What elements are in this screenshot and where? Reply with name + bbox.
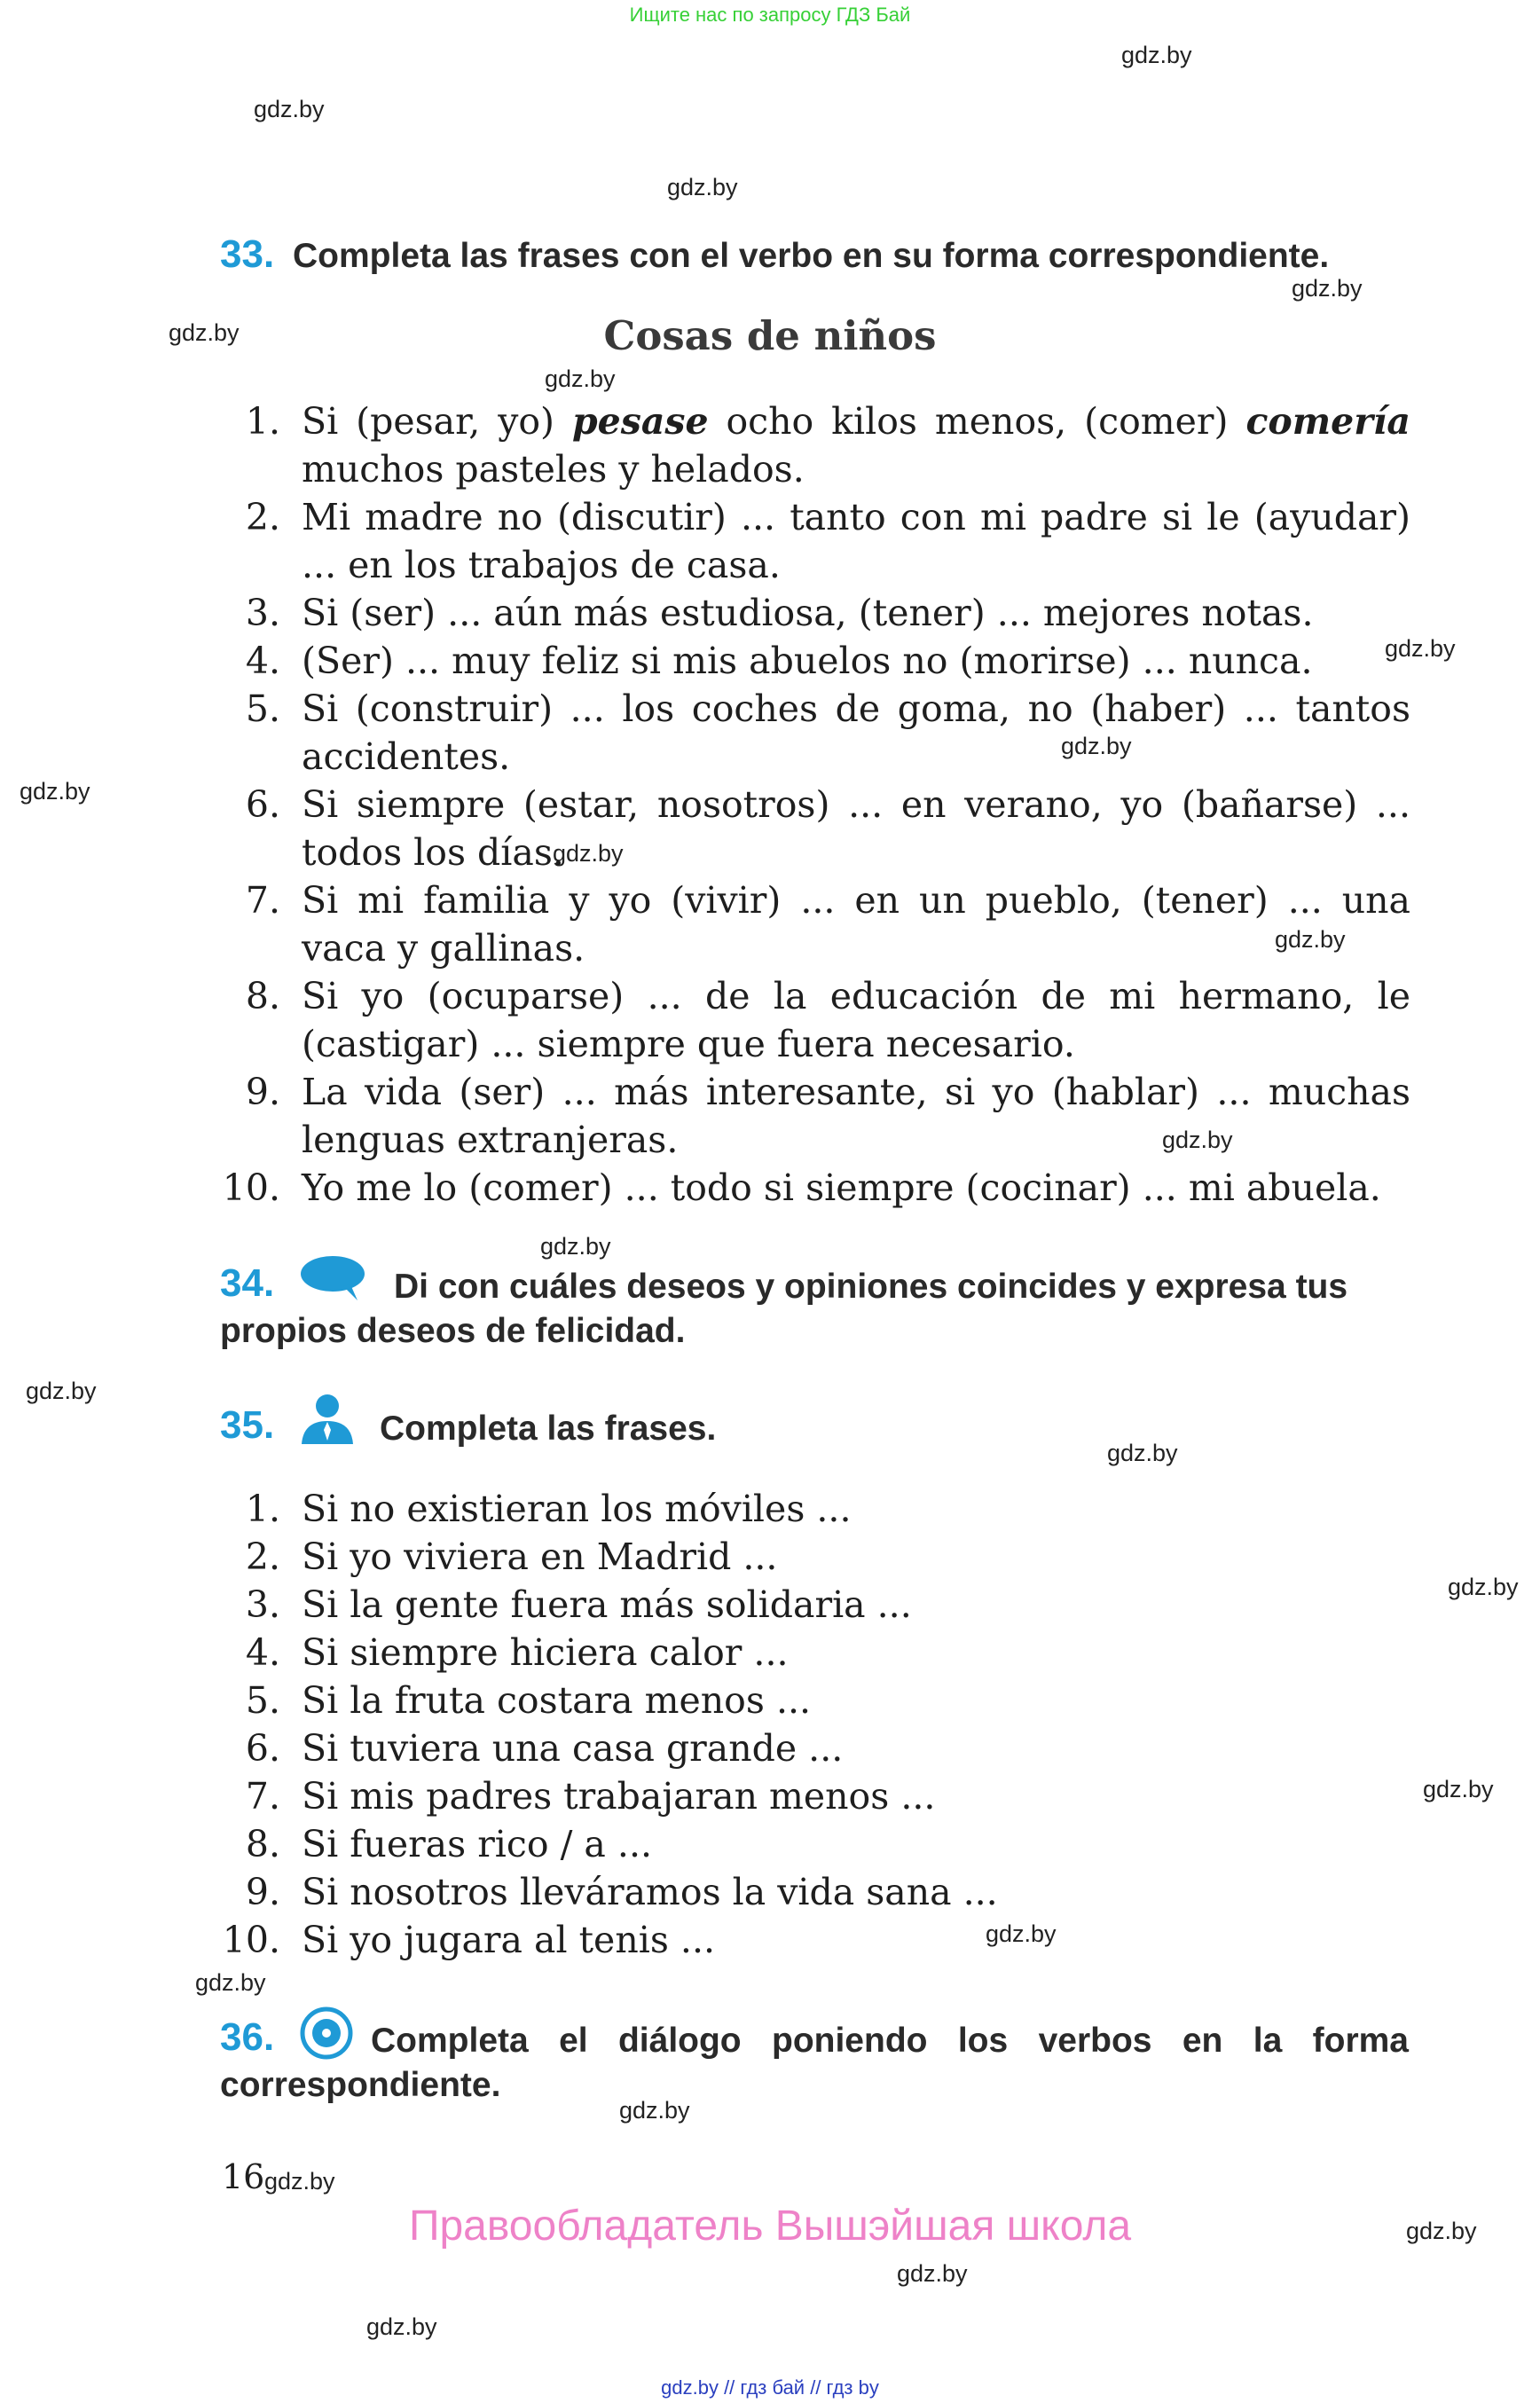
watermark: gdz.by: [26, 1378, 97, 1404]
watermark: gdz.by: [1121, 42, 1192, 68]
list-item: 1. Si (pesar, yo) pesase ocho kilos menos, (comer) comería muchos pasteles y helados.: [245, 400, 1410, 491]
watermark: gdz.by: [667, 174, 738, 200]
watermark: gdz.by: [366, 2313, 437, 2340]
list-item: 3. Si (ser) ... aún más estudiosa, (tener) ... mejores notas.: [245, 592, 1314, 634]
watermark: gdz.by: [1162, 1127, 1233, 1153]
list-item: 5. Si la fruta costara menos ...: [245, 1679, 812, 1722]
exercise-instruction: Di con cuáles deseos y opiniones coincides y expresa tus propios deseos de felicidad.: [220, 1268, 1348, 1350]
watermark: gdz.by: [553, 840, 624, 867]
list-item: 7. Si mis padres trabajaran menos ...: [245, 1775, 936, 1818]
list-item: 1. Si no existieran los móviles ...: [245, 1488, 852, 1530]
watermark: gdz.by: [169, 319, 240, 346]
answer-text: comería: [1245, 400, 1410, 443]
list-item: 2. Mi madre no (discutir) ... tanto con mi padre si le (ayudar) ... en los trabajos de casa.: [245, 496, 1410, 586]
exercise-instruction: Completa el diálogo poniendo los verbos en la forma correspondiente.: [220, 2022, 1409, 2104]
exercise-33-list: [222, 397, 1410, 1212]
list-item: 8. Si fueras rico / a ...: [245, 1823, 653, 1865]
watermark: gdz.by: [1423, 1776, 1494, 1802]
watermark: gdz.by: [195, 1969, 266, 1996]
answer-text: pesase: [571, 400, 709, 443]
exercise-35-list: [222, 1485, 1410, 1964]
person-icon: [300, 1393, 355, 1448]
exercise-number: 35.: [220, 1403, 275, 1447]
list-item: 4. (Ser) ... muy feliz si mis abuelos no (morirse) ... nunca.: [245, 640, 1313, 682]
watermark: gdz.by: [540, 1233, 611, 1260]
page-number: 16: [222, 2157, 265, 2196]
watermark: gdz.by: [20, 778, 90, 805]
list-item: 8. Si yo (ocuparse) ... de la educación de mi hermano, le (castigar) ... siempre que fuera necesario.: [245, 975, 1410, 1065]
watermark: gdz.by: [264, 2168, 335, 2195]
watermark: gdz.by: [1107, 1440, 1178, 1466]
list-item: 9. Si nosotros lleváramos la vida sana ...: [245, 1871, 998, 1913]
exercise-number: 36.: [220, 2015, 275, 2059]
list-item: 2. Si yo viviera en Madrid ...: [245, 1535, 778, 1578]
watermark: gdz.by: [619, 2097, 690, 2124]
watermark: gdz.by: [986, 1920, 1057, 1947]
list-item: 10. Yo me lo (comer) ... todo si siempre (cocinar) ... mi abuela.: [222, 1166, 1381, 1209]
exercise-instruction: Completa las frases.: [380, 1410, 717, 1448]
section-heading: Cosas de niños: [603, 312, 937, 359]
exercise-instruction: Completa las frases con el verbo en su forma correspondiente.: [293, 237, 1330, 275]
list-item: 10. Si yo jugara al tenis ...: [222, 1919, 716, 1961]
list-item: 4. Si siempre hiciera calor ...: [245, 1631, 789, 1674]
bottom-links-bar[interactable]: gdz.by // гдз бай // гдз by: [661, 2376, 879, 2399]
exercise-number: 34.: [220, 1261, 275, 1305]
list-item: 7. Si mi familia y yo (vivir) ... en un pueblo, (tener) ... una vaca y gallinas.: [245, 879, 1410, 970]
copyright-notice: Правообладатель Вышэйшая школа: [408, 2203, 1132, 2250]
watermark: gdz.by: [1061, 733, 1132, 759]
exercise-number: 33.: [220, 232, 275, 276]
watermark: gdz.by: [545, 365, 616, 392]
watermark: gdz.by: [1275, 926, 1346, 953]
watermark: gdz.by: [1406, 2218, 1477, 2244]
list-item: 6. Si siempre (estar, nosotros) ... en verano, yo (bañarse) ... todos los días.: [245, 783, 1410, 874]
list-item: 6. Si tuviera una casa grande ...: [245, 1727, 844, 1770]
watermark: gdz.by: [897, 2260, 968, 2287]
top-banner[interactable]: Ищите нас по запросу ГДЗ Бай: [629, 4, 911, 26]
watermark: gdz.by: [1292, 275, 1363, 302]
list-item: 5. Si (construir) ... los coches de goma, no (haber) ... tantos accidentes.: [245, 687, 1410, 778]
list-item: 9. La vida (ser) ... más interesante, si yo (hablar) ... muchas lenguas extranjeras.: [245, 1071, 1410, 1161]
watermark: gdz.by: [1448, 1574, 1519, 1600]
watermark: gdz.by: [1385, 635, 1456, 662]
list-item: 3. Si la gente fuera más solidaria ...: [245, 1583, 912, 1626]
watermark: gdz.by: [254, 96, 325, 122]
